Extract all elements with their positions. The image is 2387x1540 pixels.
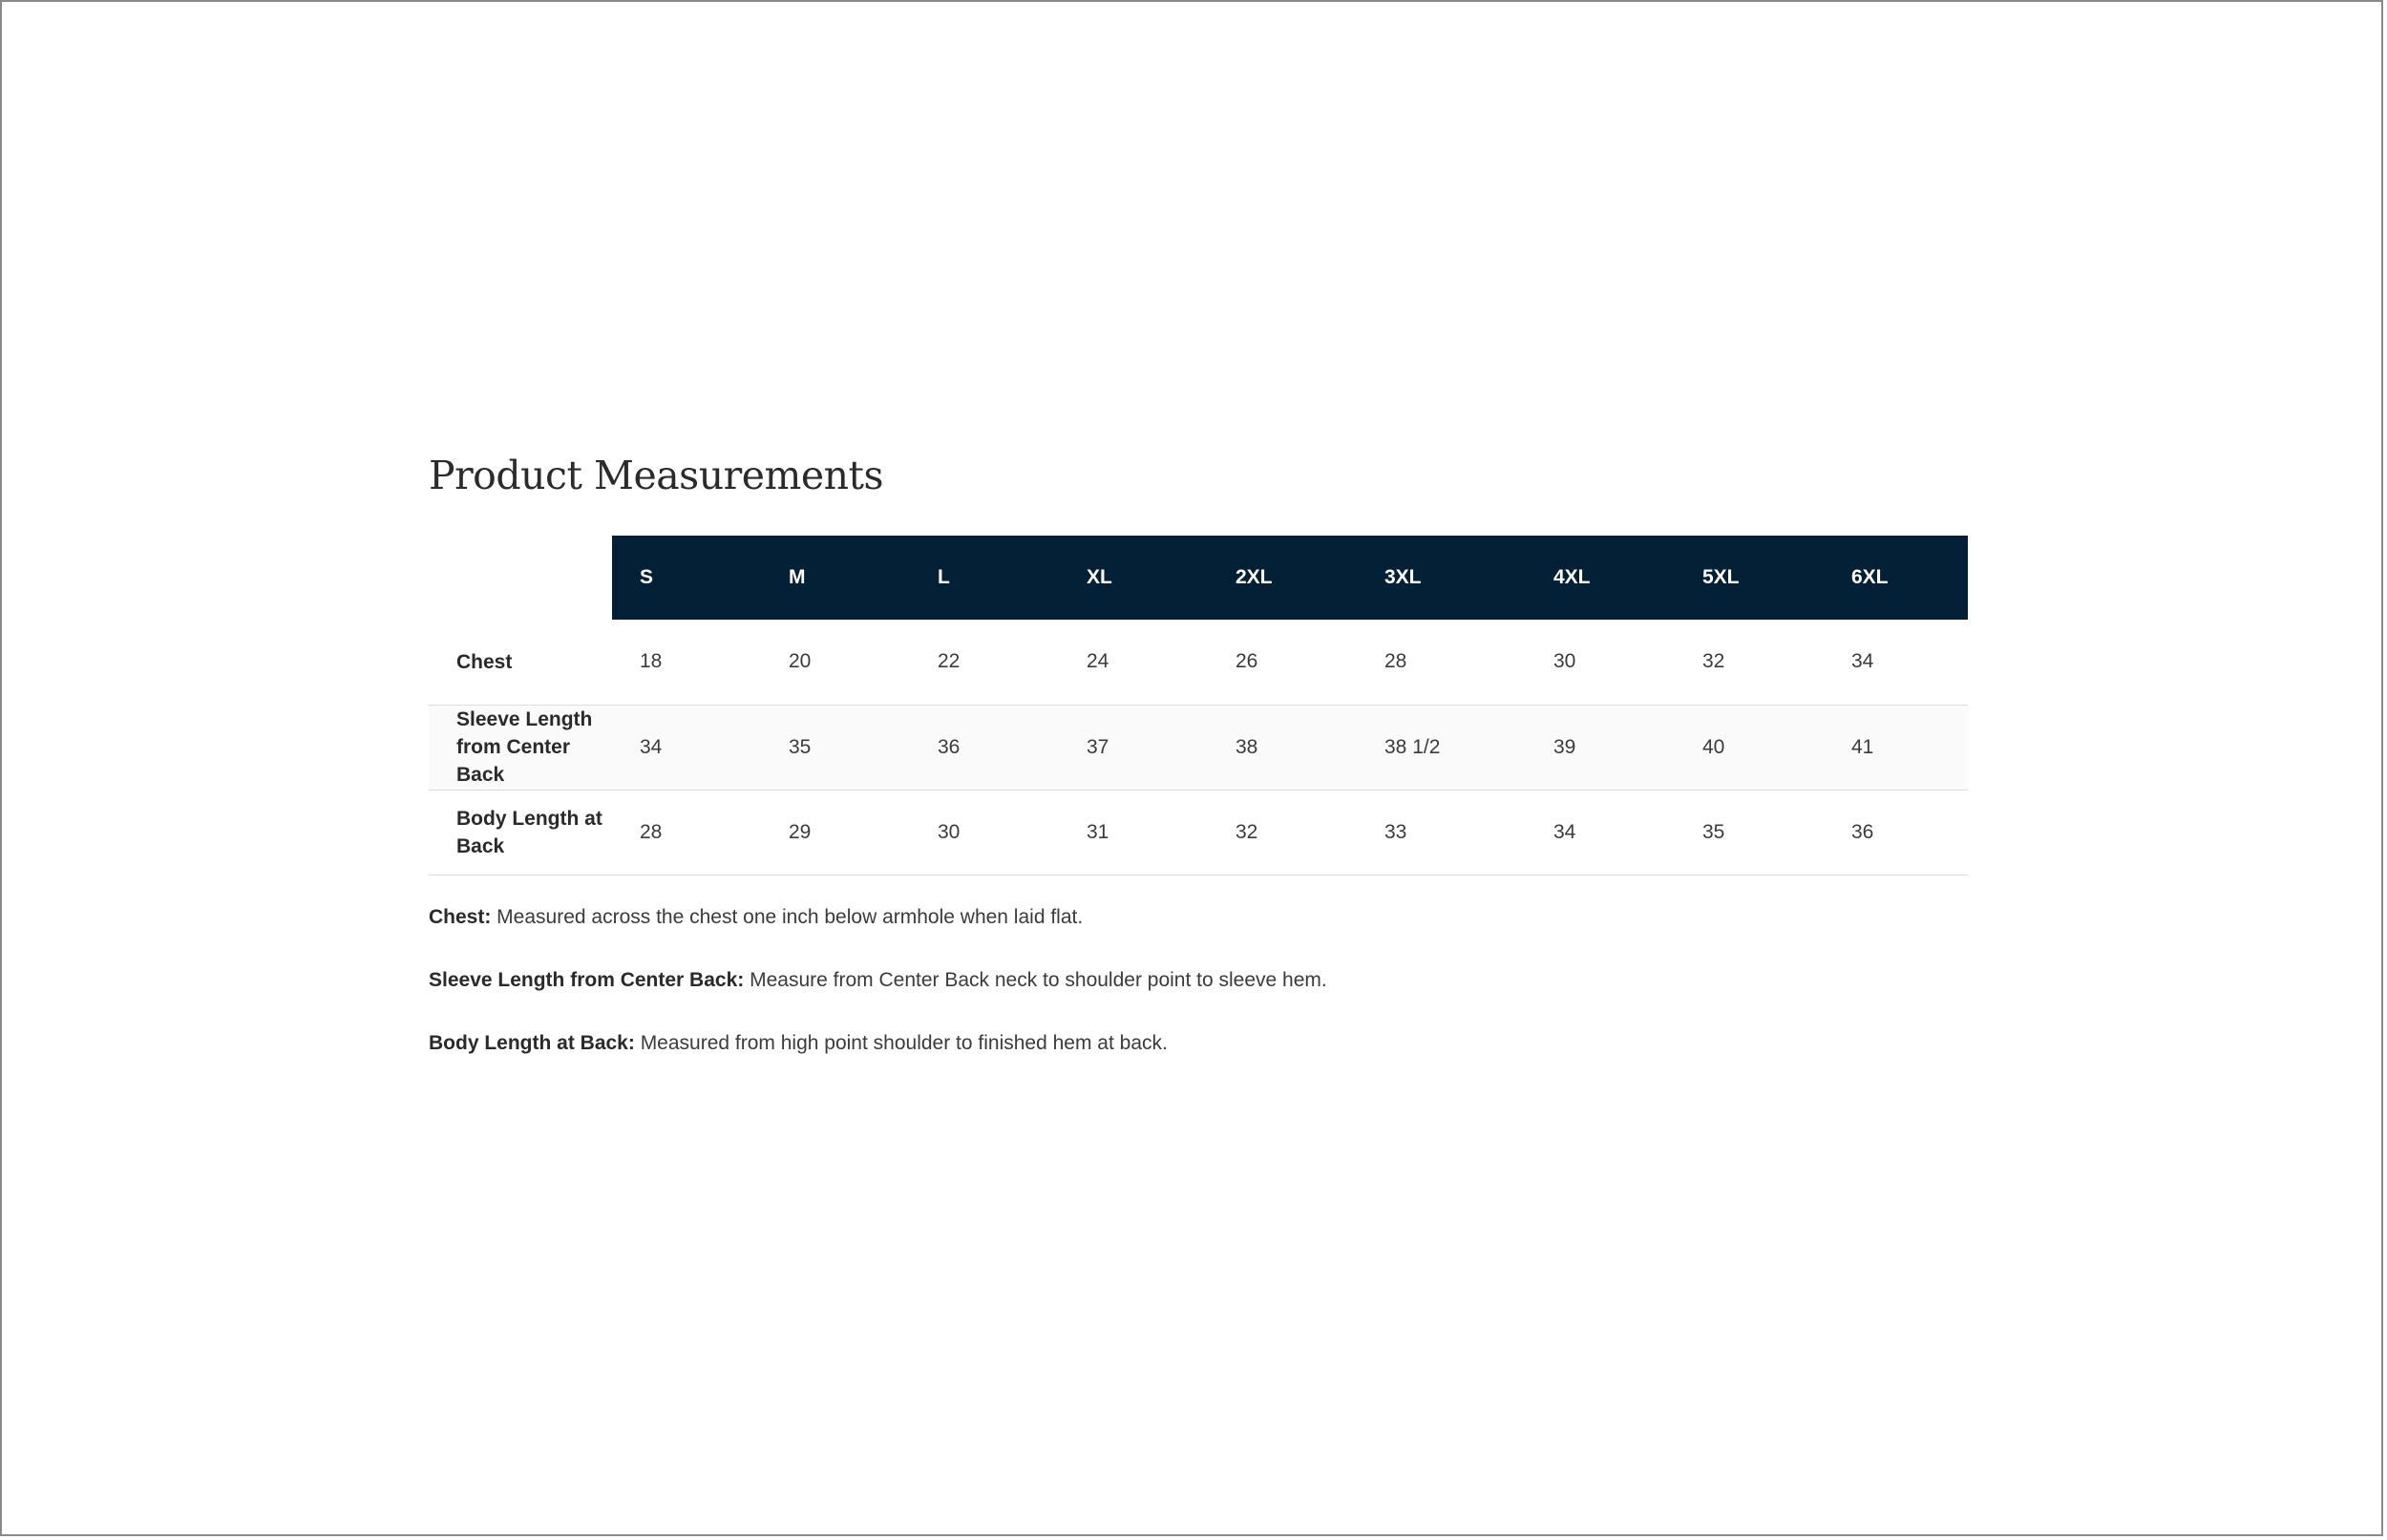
row-label-body-length: Body Length at Back: [456, 807, 602, 857]
table-cell: 30: [938, 820, 961, 843]
table-cell: 22: [938, 650, 961, 673]
table-cell: 20: [789, 650, 812, 673]
note-text-sleeve-length: Measure from Center Back neck to shoulder point to sleeve hem.: [744, 968, 1327, 991]
note-term-body-length: Body Length at Back:: [429, 1031, 635, 1054]
note-text-body-length: Measured from high point shoulder to finished hem at back.: [634, 1031, 1168, 1054]
note-term-sleeve-length: Sleeve Length from Center Back:: [429, 968, 745, 991]
table-cell: 31: [1087, 820, 1109, 843]
table-cell: 34: [640, 735, 663, 758]
table-cell: 26: [1236, 650, 1258, 673]
size-header-2xl: 2XL: [1208, 536, 1357, 620]
size-header-l: L: [910, 536, 1059, 620]
table-cell: 37: [1087, 735, 1109, 758]
size-chart-table: [429, 536, 1968, 875]
size-header-4xl: 4XL: [1526, 536, 1675, 620]
table-cell: 32: [1702, 650, 1725, 673]
table-row-chest: [429, 620, 1968, 705]
table-cell: 24: [1087, 650, 1109, 673]
row-label-chest: Chest: [456, 650, 513, 673]
size-header-3xl: 3XL: [1357, 536, 1526, 620]
table-cell: 32: [1236, 820, 1258, 843]
size-header-5xl: 5XL: [1675, 536, 1824, 620]
table-cell: 28: [1384, 650, 1407, 673]
size-header-row: [429, 536, 1968, 620]
size-header-6xl: 6XL: [1824, 536, 1968, 620]
table-cell: 28: [640, 820, 663, 843]
table-corner-cell: [429, 536, 612, 620]
size-header-s: S: [612, 536, 761, 620]
product-measurements-section: [429, 449, 1968, 1086]
table-cell: 41: [1851, 735, 1874, 758]
table-cell: 34: [1553, 820, 1576, 843]
row-label-sleeve-length: Sleeve Length from Center Back: [456, 708, 593, 786]
page-title: Product Measurements: [429, 453, 884, 498]
note-term-chest: Chest:: [429, 905, 492, 928]
table-cell: 36: [1851, 820, 1874, 843]
note-text-chest: Measured across the chest one inch below armhole when laid flat.: [491, 905, 1084, 928]
note-sleeve-length: [429, 960, 1968, 1023]
table-row-sleeve-length: [429, 705, 1968, 790]
measurement-notes: [429, 897, 1968, 1086]
size-header-xl: XL: [1059, 536, 1208, 620]
table-cell: 40: [1702, 735, 1725, 758]
table-cell: 30: [1553, 650, 1576, 673]
table-cell: 36: [938, 735, 961, 758]
table-cell: 33: [1384, 820, 1407, 843]
table-cell: 35: [789, 735, 812, 758]
note-body-length: [429, 1023, 1968, 1086]
table-row-body-length: [429, 790, 1968, 875]
table-cell: 38 1/2: [1384, 735, 1441, 758]
table-cell: 39: [1553, 735, 1576, 758]
table-cell: 38: [1236, 735, 1258, 758]
size-header-m: M: [761, 536, 910, 620]
table-cell: 18: [640, 650, 663, 673]
table-cell: 29: [789, 820, 812, 843]
table-cell: 35: [1702, 820, 1725, 843]
table-cell: 34: [1851, 650, 1874, 673]
note-chest: [429, 897, 1968, 960]
